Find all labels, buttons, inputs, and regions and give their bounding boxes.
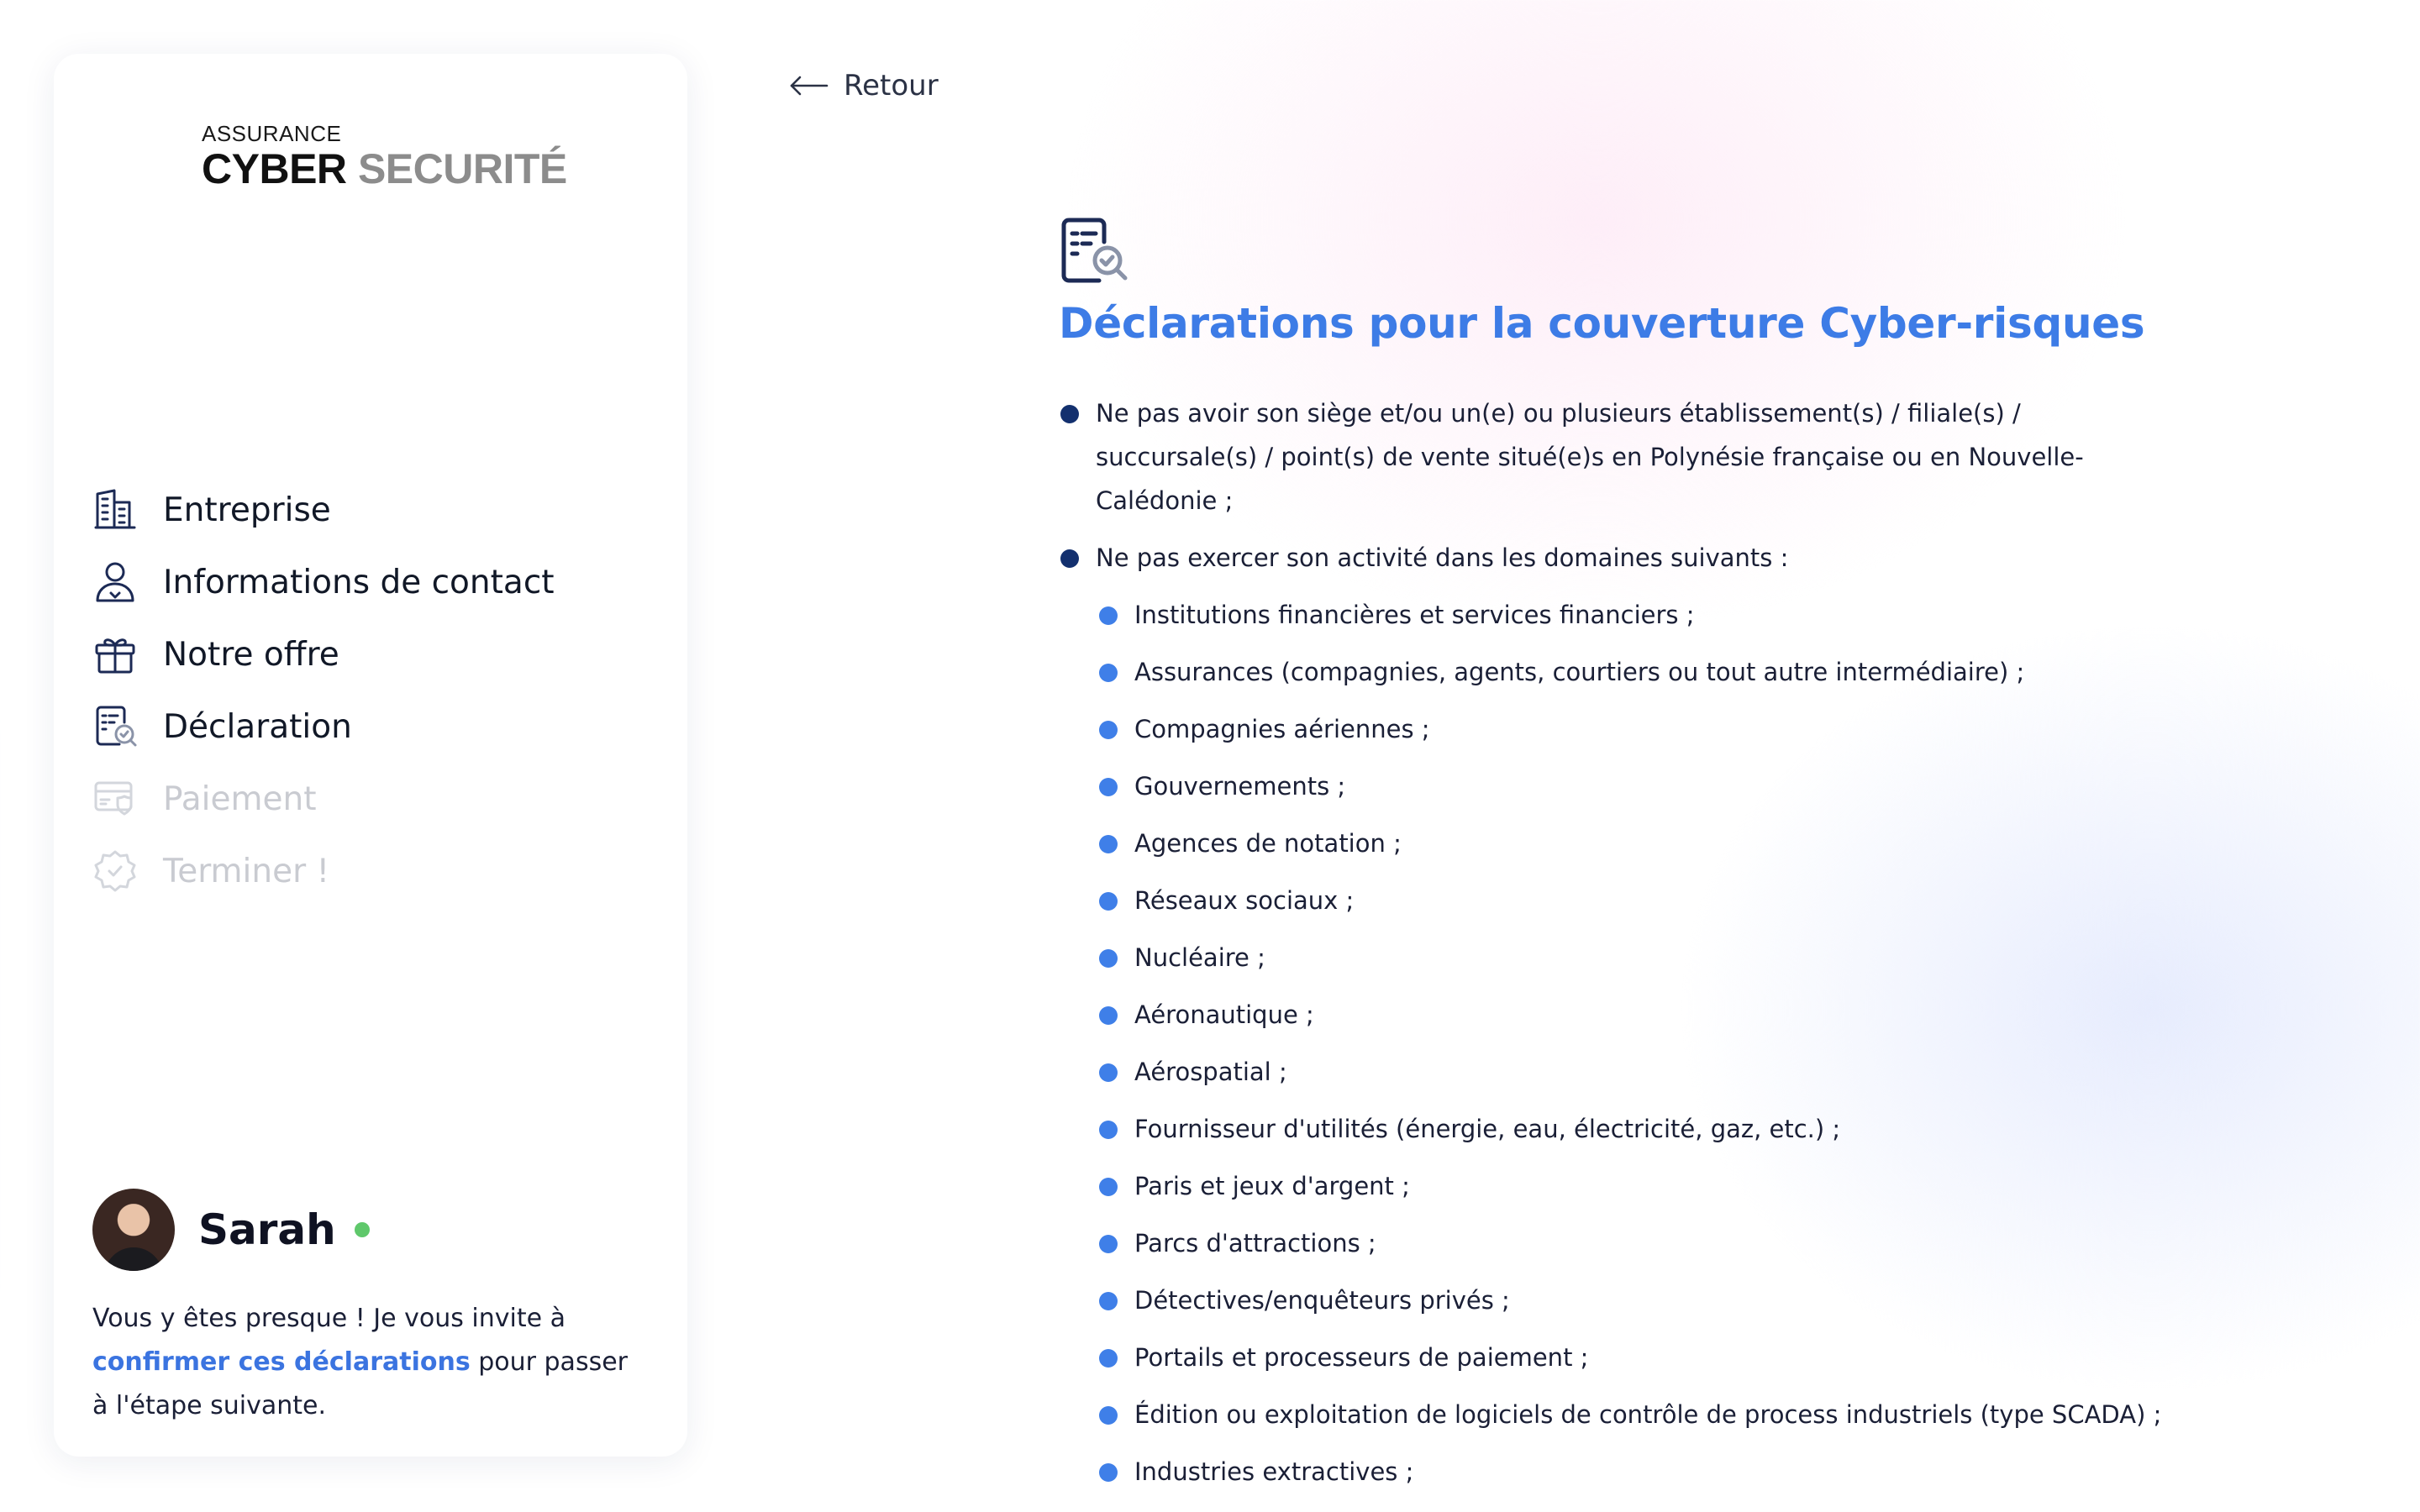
sidebar — [54, 54, 687, 1457]
nav-item-label: Entreprise — [163, 491, 331, 529]
list-item — [1096, 1221, 2185, 1278]
list-item — [1096, 1164, 2185, 1221]
excluded-domains-list — [1096, 593, 2185, 1507]
back-label: Retour — [844, 69, 939, 102]
list-item — [1096, 1393, 2185, 1450]
list-item — [1096, 650, 2185, 707]
step-nav — [92, 474, 664, 907]
domain-text: Aéronautique ; — [1134, 1000, 1314, 1029]
list-item — [1096, 1450, 2185, 1507]
online-status-dot — [355, 1222, 370, 1237]
bullet-icon — [1099, 1292, 1118, 1310]
list-item — [1059, 391, 2185, 522]
list-item — [1059, 536, 2185, 1507]
page-title: Déclarations pour la couverture Cyber-risques — [1059, 299, 2145, 348]
gift-icon — [92, 632, 138, 677]
declaration-text: Ne pas exercer son activité dans les domaines suivants : — [1096, 543, 1789, 572]
nav-item-terminer[interactable] — [92, 835, 664, 907]
list-item — [1096, 764, 2185, 822]
list-item — [1096, 993, 2185, 1050]
domain-text: Nucléaire ; — [1134, 943, 1265, 972]
bullet-icon — [1060, 405, 1079, 423]
domain-text: Réseaux sociaux ; — [1134, 886, 1355, 915]
back-link[interactable] — [788, 64, 939, 108]
domain-text: Institutions financières et services financiers ; — [1134, 601, 1695, 629]
list-item — [1096, 936, 2185, 993]
payment-card-icon — [92, 776, 138, 822]
declarations-section — [1059, 215, 2185, 1512]
brand-logo-main — [202, 145, 567, 192]
list-item — [1096, 1107, 2185, 1164]
domain-text: Gouvernements ; — [1134, 772, 1346, 801]
bullet-icon — [1099, 949, 1118, 968]
bullet-icon — [1099, 1349, 1118, 1368]
domain-text: Assurances (compagnies, agents, courtiers ou tout autre intermédiaire) ; — [1134, 658, 2025, 686]
domain-text: Détectives/enquêteurs privés ; — [1134, 1286, 1510, 1315]
domain-text: Fournisseur d'utilités (énergie, eau, électricité, gaz, etc.) ; — [1134, 1115, 1841, 1143]
nav-item-label: Déclaration — [163, 707, 352, 746]
document-check-icon — [92, 704, 138, 749]
nav-item-label: Paiement — [163, 780, 317, 818]
bullet-icon — [1099, 1178, 1118, 1196]
domain-text: Édition ou exploitation de logiciels de contrôle de process industriels (type SCADA) ; — [1134, 1400, 2162, 1429]
assistant-header — [92, 1186, 647, 1273]
bullet-icon — [1099, 1006, 1118, 1025]
list-item — [1096, 822, 2185, 879]
document-check-icon — [1059, 215, 1129, 286]
arrow-left-icon — [788, 74, 829, 97]
list-item — [1096, 1336, 2185, 1393]
nav-item-label: Terminer ! — [163, 852, 330, 890]
brand-logo[interactable] — [202, 123, 567, 190]
bullet-icon — [1099, 1121, 1118, 1139]
list-item — [1096, 879, 2185, 936]
nav-item-entreprise[interactable] — [92, 474, 664, 546]
nav-item-informations-de-contact[interactable] — [92, 546, 664, 618]
bullet-icon — [1099, 892, 1118, 911]
domain-text: Aérospatial ; — [1134, 1058, 1287, 1086]
confirm-declarations-link[interactable]: confirmer ces déclarations — [92, 1347, 471, 1377]
bullet-icon — [1099, 1406, 1118, 1425]
declaration-list — [1059, 391, 2185, 1507]
assistant-message — [92, 1297, 647, 1428]
bullet-icon — [1099, 606, 1118, 625]
domain-text: Parcs d'attractions ; — [1134, 1229, 1376, 1257]
domain-text: Industries extractives ; — [1134, 1457, 1414, 1486]
nav-item-paiement[interactable] — [92, 763, 664, 835]
nav-item-label: Informations de contact — [163, 563, 555, 601]
bullet-icon — [1099, 1063, 1118, 1082]
bullet-icon — [1099, 835, 1118, 853]
list-item — [1096, 1050, 2185, 1107]
list-item — [1096, 1278, 2185, 1336]
bullet-icon — [1060, 549, 1079, 568]
bullet-icon — [1099, 1235, 1118, 1253]
domain-text: Compagnies aériennes ; — [1134, 715, 1430, 743]
assistant-message-start: Vous y êtes presque ! Je vous invite à — [92, 1304, 566, 1333]
brand-logo-top: ASSURANCE — [202, 121, 342, 146]
brand-logo-cyber: CYBER — [202, 145, 347, 192]
badge-icon — [92, 848, 138, 894]
bullet-icon — [1099, 778, 1118, 796]
user-icon — [92, 559, 138, 605]
nav-item-declaration[interactable] — [92, 690, 664, 763]
domain-text: Agences de notation ; — [1134, 829, 1402, 858]
declaration-text: Ne pas avoir son siège et/ou un(e) ou plusieurs établissement(s) / filiale(s) / succursale(s) / point(s) de vente situé(e)s en Polynésie française ou en Nouvelle-Calédonie ; — [1096, 399, 2084, 515]
nav-item-label: Notre offre — [163, 635, 339, 674]
bullet-icon — [1099, 721, 1118, 739]
assistant-message-end: pour passer à l'étape suivante. — [92, 1347, 628, 1420]
nav-item-notre-offre[interactable] — [92, 618, 664, 690]
list-item — [1096, 593, 2185, 650]
building-icon — [92, 487, 138, 533]
bullet-icon — [1099, 664, 1118, 682]
domain-text: Paris et jeux d'argent ; — [1134, 1172, 1410, 1200]
assistant-panel — [92, 1186, 647, 1428]
assistant-name: Sarah — [198, 1205, 336, 1254]
avatar — [92, 1189, 175, 1271]
domain-text: Portails et processeurs de paiement ; — [1134, 1343, 1589, 1372]
brand-logo-securite: SECURITÉ — [357, 145, 567, 192]
bullet-icon — [1099, 1463, 1118, 1482]
list-item — [1096, 707, 2185, 764]
